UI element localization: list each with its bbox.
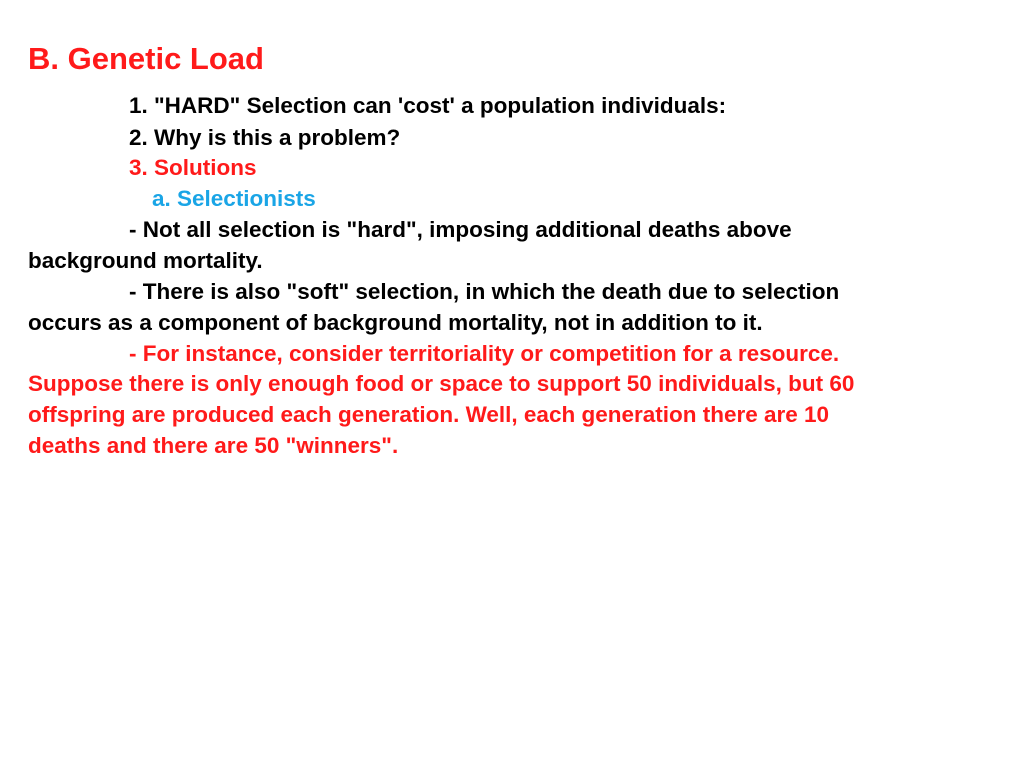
example-line-4: deaths and there are 50 "winners". — [28, 433, 399, 458]
example-line-1: - For instance, consider territoriality or competition for a resource. — [129, 341, 840, 366]
slide-title: B. Genetic Load — [28, 41, 264, 76]
point-3a-text: a. Selectionists — [152, 186, 316, 211]
hard-selection-line-2: background mortality. — [28, 248, 263, 273]
point-3-text: 3. Solutions — [129, 155, 257, 180]
point-1-text: 1. "HARD" Selection can 'cost' a population individuals: — [129, 93, 727, 118]
example-line-3: offspring are produced each generation. Well, each generation there are 10 — [28, 402, 830, 427]
soft-selection-line-1: - There is also "soft" selection, in which the death due to selection — [129, 279, 840, 304]
soft-selection-line-2: occurs as a component of background mortality, not in addition to it. — [28, 310, 763, 335]
point-2-text: 2. Why is this a problem? — [129, 125, 401, 150]
example-line-2: Suppose there is only enough food or space to support 50 individuals, but 60 — [28, 371, 855, 396]
hard-selection-line-1: - Not all selection is "hard", imposing additional deaths above — [129, 217, 792, 242]
